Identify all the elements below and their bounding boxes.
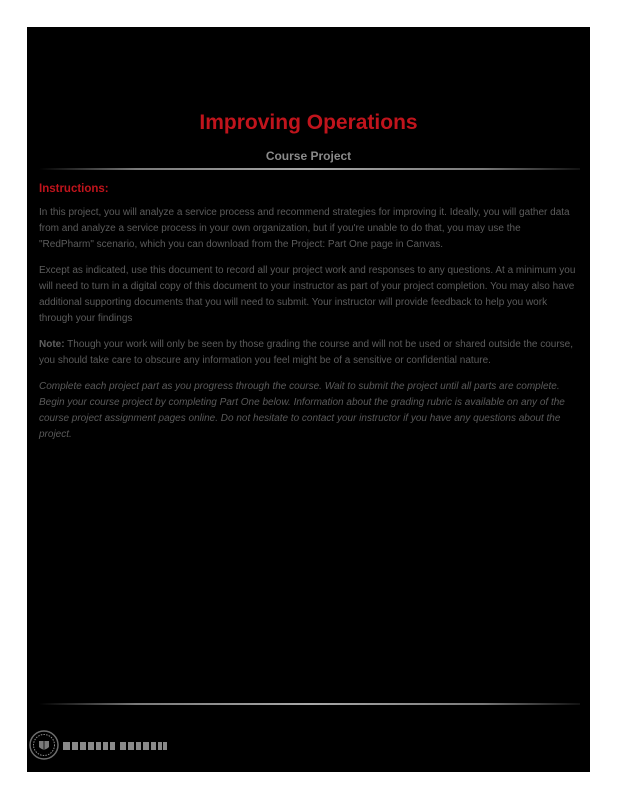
footer-divider [39,703,580,705]
document-page [27,27,590,772]
document-title: Improving Operations [199,111,418,134]
document-subtitle: Course Project [265,149,352,163]
note-text: Though your work will only be seen by those grading the course and will not be used or shared outside the course, you should take care to obscure any information you feel might be of a sensitive or confidential nature. [39,339,574,366]
paragraph-usage: Except as indicated, use this document to record all your project work and responses to any questions. At a minimum you will need to turn in a digital copy of this document to your instructor as part of your project completion. You may also have additional supporting documents that you will need to submit. Your instructor will provide feedback to help you work through your findings [39,265,576,324]
instructions-heading: Instructions: [39,183,109,195]
header-divider [39,168,580,170]
logo-wordmark [63,740,167,752]
note-paragraph [39,337,577,369]
note-label: Note: [39,339,65,350]
paragraph-intro: In this project, you will analyze a service process and recommend strategies for improving it. Ideally, you will gather data from and analyze a service process in your own organization, but if you're unable to do that, you may use the "RedPharm" scenario, which you can download from the Project: Part One page in Canvas. [39,207,570,250]
university-logo [27,727,167,763]
seal-icon [29,730,59,760]
instructions-body [39,205,577,453]
paragraph-completion: Complete each project part as you progress through the course. Wait to submit the project until all parts are complete. Begin your course project by completing Part One below. Information about the grading rubric is available on any of the course project assignment pages online. Do not hesitate to contact your instructor if you have any questions about the project. [39,381,565,440]
